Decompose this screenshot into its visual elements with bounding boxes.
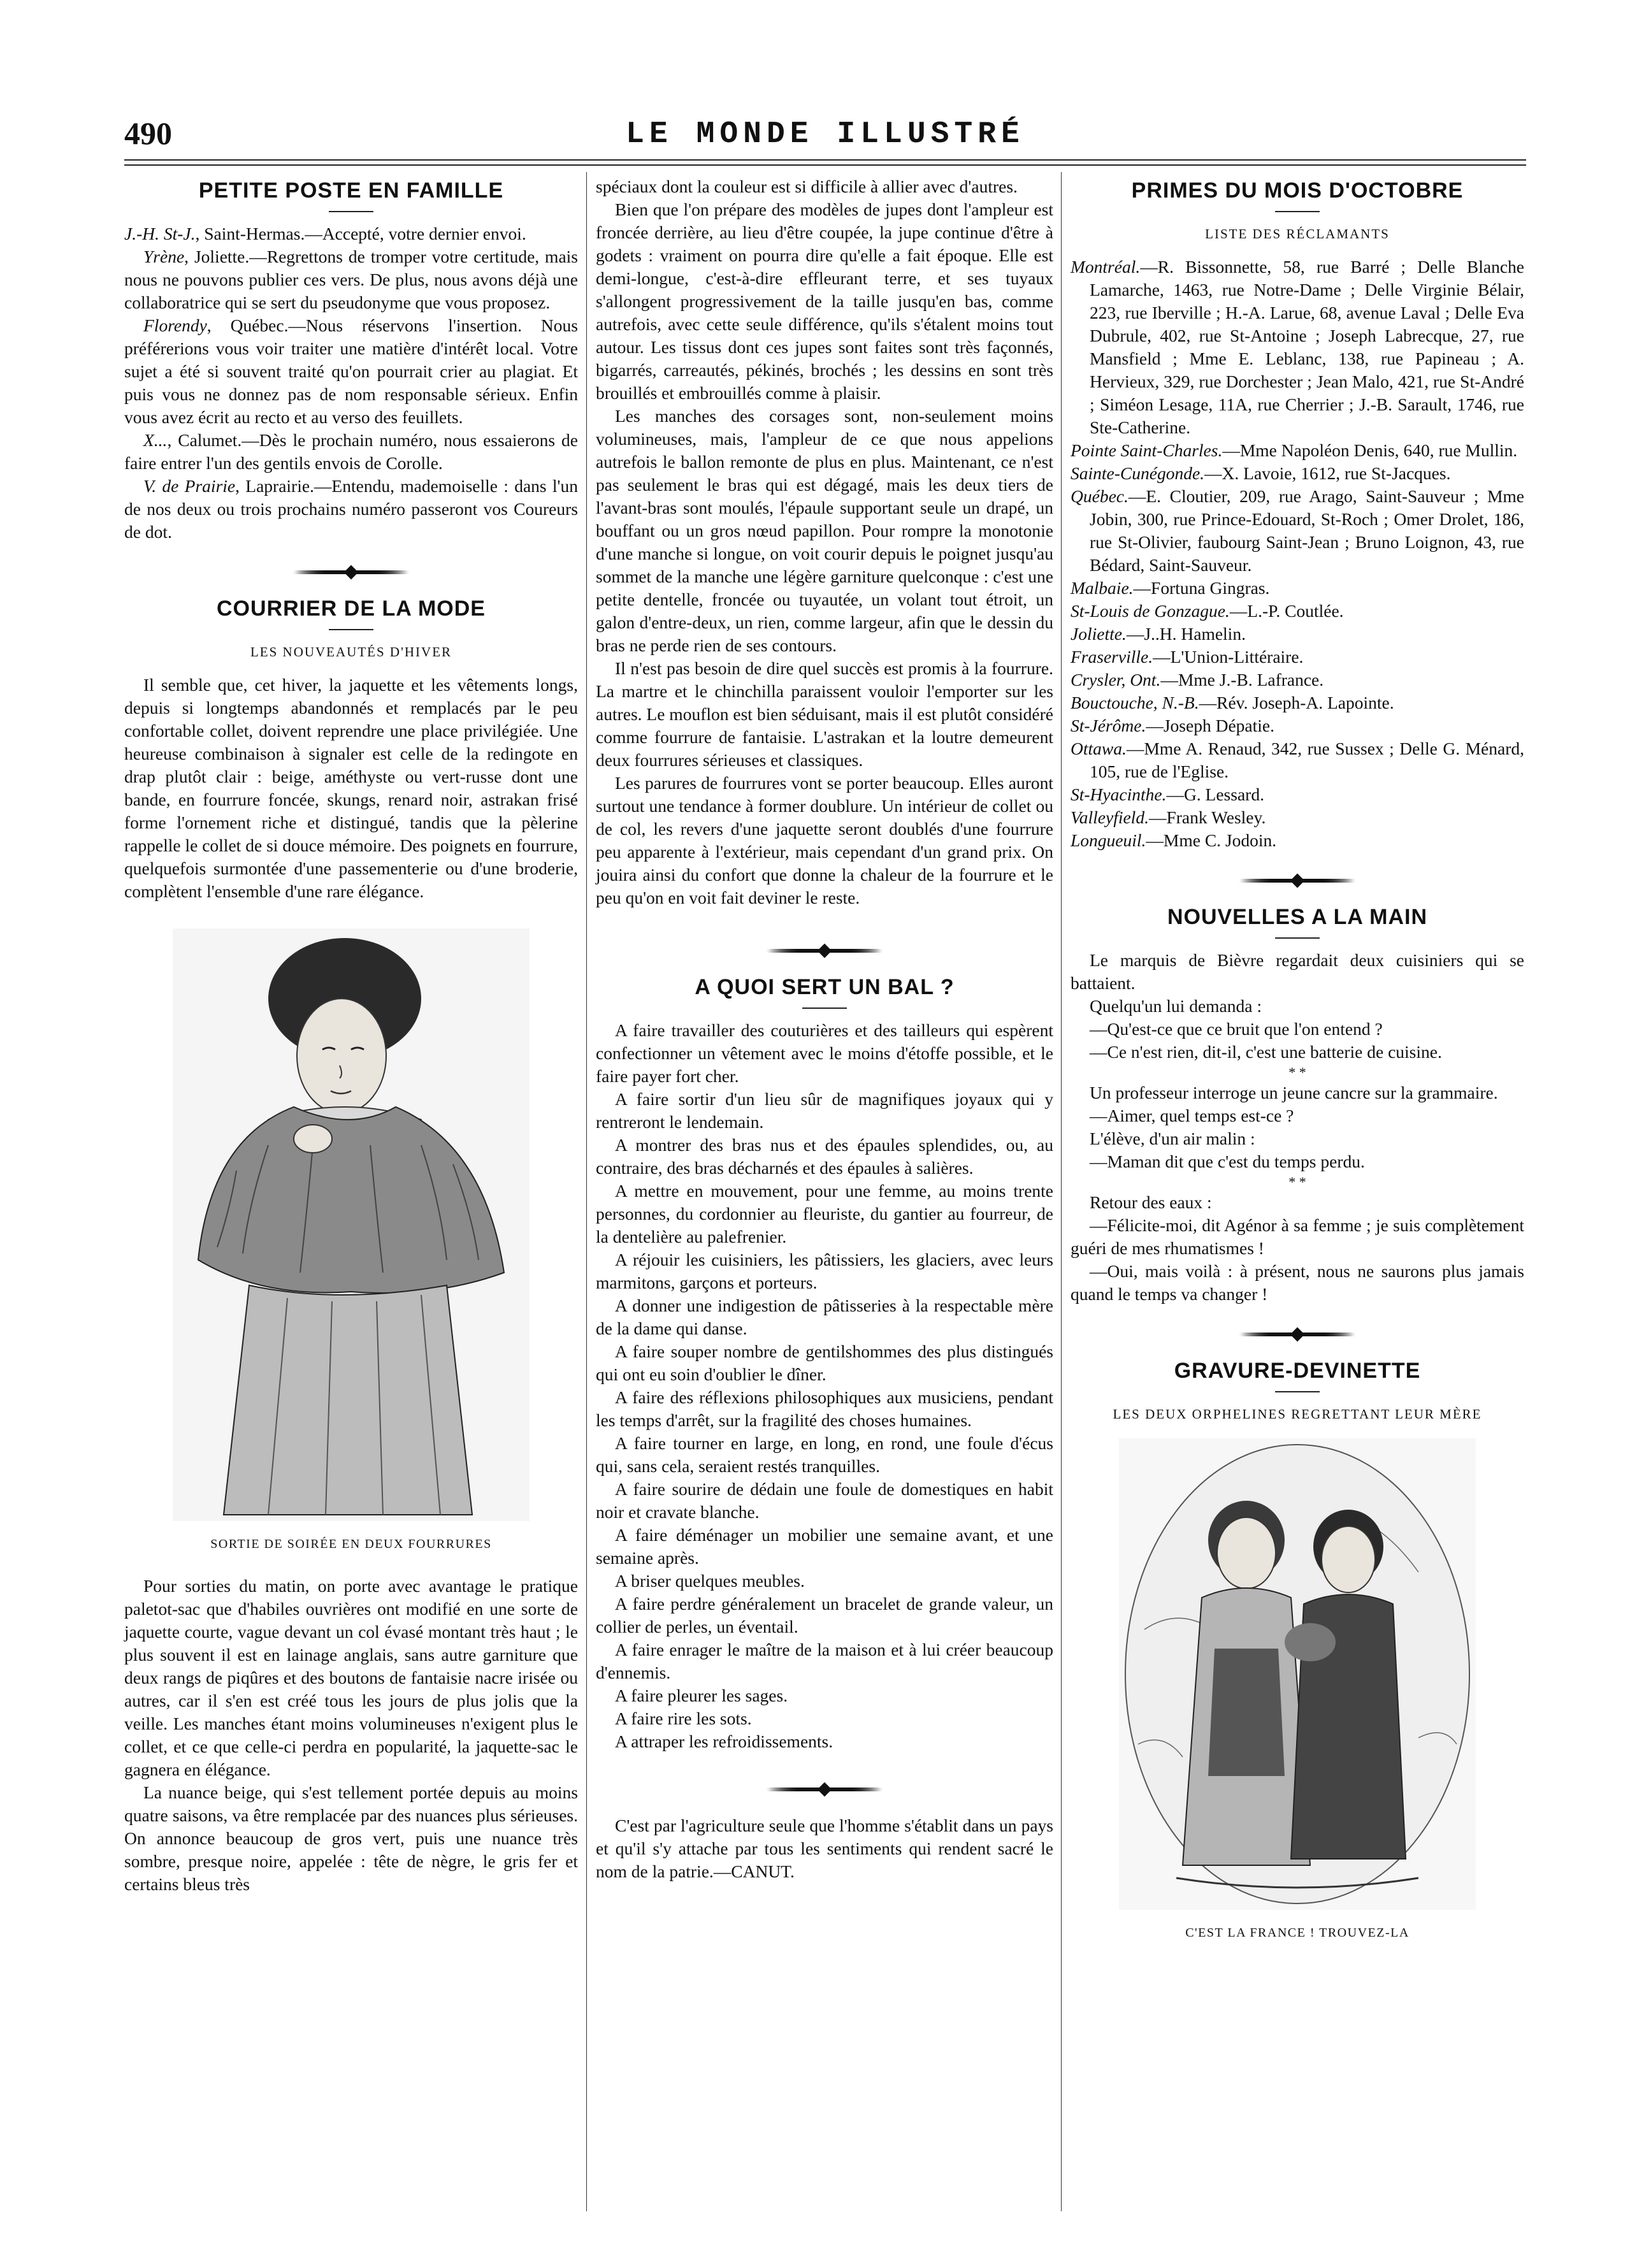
list-item: St-Louis de Gonzague.—L.-P. Coutlée. bbox=[1071, 601, 1344, 621]
courrier-paragraph: La nuance beige, qui s'est tellement portée depuis au moins quatre saisons, va être remplacée par des nuances plus sérieuses. On annonce beaucoup de gros vert, puis une nuance très sombre, presque noire, appelée : tête de nègre, le gris fer et certains bleus très bbox=[124, 1782, 578, 1894]
list-item: Bouctouche, N.-B.—Rév. Joseph-A. Lapointe. bbox=[1071, 693, 1394, 712]
column-1 bbox=[124, 175, 578, 1896]
column-3 bbox=[1071, 175, 1524, 1963]
list-item: St-Jérôme.—Joseph Dépatie. bbox=[1071, 716, 1274, 735]
list-item: Fraserville.—L'Union-Littéraire. bbox=[1071, 647, 1304, 667]
column-divider-1 bbox=[586, 172, 587, 2211]
list-item: Québec.—E. Cloutier, 209, rue Arago, Saint-Sauveur ; Mme Jobin, 300, rue Prince-Edouard, St-Roch ; Omer Drolet, 186, rue St-Olivier, faubourg Saint-Jean ; Bruno Loignon, 43, rue Bédard, Saint-Sauveur. bbox=[1071, 486, 1524, 575]
poste-entry: V. de Prairie, Laprairie.—Entendu, mademoiselle : dans l'un de nos deux ou trois prochains numéro passeront vos Coureurs de dot. bbox=[124, 476, 578, 542]
list-item: A mettre en mouvement, pour une femme, au moins trente personnes, du cordonnier au fleuriste, du gantier au fourreur, de la dentelière au palefrenier. bbox=[596, 1181, 1053, 1246]
list-item: Crysler, Ont.—Mme J.-B. Lafrance. bbox=[1071, 670, 1324, 690]
poste-entry: X..., Calumet.—Dès le prochain numéro, nous essaierons de faire entrer l'un des gentils envois de Corolle. bbox=[124, 430, 578, 473]
page-number: 490 bbox=[124, 115, 172, 151]
list-item: A faire des réflexions philosophiques aux musiciens, pendant les temps d'arrêt, sur la fragilité des choses humaines. bbox=[596, 1387, 1053, 1430]
courrier-paragraph: Il semble que, cet hiver, la jaquette et les vêtements longs, depuis si longtemps abandonnés et remplacés par le peu confortable collet, doivent reprendre une place privilégiée. Une heureuse combinaison à signaler est celle de la redingote en drap plutôt clair : beige, améthyste ou vert-russe dont une bande, en fourrure foncée, skungs, renard noir, astrakan frisé forme l'ornement riche et distingué, tandis que la pèlerine rappelle le collet de si douce mémoire. Des poignets en fourrure, quelquefois surmontée d'une passementerie ou d'une broderie, complètent l'ensemble d'une rare élégance. bbox=[124, 675, 578, 901]
list-item: A donner une indigestion de pâtisseries à la respectable mère de la dame qui danse. bbox=[596, 1296, 1053, 1338]
petite-poste-entries bbox=[124, 222, 578, 544]
list-item: A montrer des bras nus et des épaules splendides, ou, au contraire, des bras décharnés et des épaules à salières. bbox=[596, 1135, 1053, 1178]
header-rule-top bbox=[124, 159, 1526, 161]
primes-subtitle: LISTE DES RÉCLAMANTS bbox=[1205, 226, 1390, 242]
fashion-paragraph: Il n'est pas besoin de dire quel succès est promis à la fourrure. La martre et le chinchilla paraissent vouloir l'emporter sur les autres. Le mouflon est bien séduisant, mais il est plutôt considéré comme fourrure de fantaisie. L'astrakan et la loutre demeurent deux fourrures sérieuses et classiques. bbox=[596, 658, 1053, 770]
poste-entry: J.-H. St-J., Saint-Hermas.—Accepté, votre dernier envoi. bbox=[124, 224, 526, 243]
list-item: A faire sourire de dédain une foule de domestiques en habit noir et cravate blanche. bbox=[596, 1479, 1053, 1522]
list-item: A faire tourner en large, en long, en rond, une foule d'écus qui, sans cela, seraient restés tranquilles. bbox=[596, 1433, 1053, 1476]
list-item: St-Hyacinthe.—G. Lessard. bbox=[1071, 784, 1264, 804]
nouvelles-group-1: Le marquis de Bièvre regardait deux cuisiniers qui se battaient. Quelqu'un lui demanda : —Qu'est-ce que ce bruit que l'on entend ? —Ce n'est rien, dit-il, c'est une batterie de cuisine. bbox=[1071, 950, 1524, 1062]
masthead: LE MONDE ILLUSTRÉ bbox=[626, 117, 1025, 152]
title-rule bbox=[1275, 211, 1320, 212]
nouvelles-title: NOUVELLES A LA MAIN bbox=[1167, 905, 1428, 929]
gravure-caption: C'EST LA FRANCE ! TROUVEZ-LA bbox=[1185, 1926, 1410, 1940]
list-item: A faire souper nombre de gentilshommes des plus distingués qui ont eu soin d'oublier le dîner. bbox=[596, 1341, 1053, 1384]
list-item: A briser quelques meubles. bbox=[615, 1571, 805, 1591]
fashion-paragraph: Les parures de fourrures vont se porter beaucoup. Elles auront surtout une tendance à former doublure. Un intérieur de collet ou de col, les revers d'une jaquette seront doublés d'une fourrure peu apparente à l'extérieur, mais cependant d'un grand prix. On jouira ainsi du confort que donne la chaleur de la fourrure et le peu qu'on en voit fait deviner le reste. bbox=[596, 773, 1053, 907]
list-item: Valleyfield.—Frank Wesley. bbox=[1071, 807, 1266, 827]
list-item: A faire perdre généralement un bracelet de grande valeur, un collier de perles, un éventail. bbox=[596, 1594, 1053, 1636]
poste-entry: Yrène, Joliette.—Regrettons de tromper votre certitude, mais nous ne pouvons publier ces vers. De plus, nous avons déjà une collaboratrice qui se sert du pseudonyme que vous proposez. bbox=[124, 247, 578, 312]
fashion-caption: SORTIE DE SOIRÉE EN DEUX FOURRURES bbox=[210, 1537, 492, 1551]
list-item: Joliette.—J..H. Hamelin. bbox=[1071, 624, 1246, 644]
list-item: A faire sortir d'un lieu sûr de magnifiques joyaux qui y rentreront le lendemain. bbox=[596, 1089, 1053, 1132]
ornament-divider bbox=[1071, 867, 1524, 890]
ornament-divider bbox=[124, 559, 578, 582]
fashion-paragraph: spéciaux dont la couleur est si difficile à allier avec d'autres. bbox=[596, 177, 1018, 196]
list-item: Pointe Saint-Charles.—Mme Napoléon Denis, 640, rue Mullin. bbox=[1071, 440, 1518, 460]
column-divider-2 bbox=[1061, 172, 1062, 2211]
ornament-divider bbox=[596, 937, 1053, 960]
list-item: A réjouir les cuisiniers, les pâtissiers, les glaciers, avec leurs marmitons, garçons et porteurs. bbox=[596, 1250, 1053, 1292]
stars-separator: * * bbox=[1288, 1174, 1306, 1190]
courrier-title: COURRIER DE LA MODE bbox=[217, 596, 486, 621]
gravure-title: GRAVURE-DEVINETTE bbox=[1174, 1359, 1421, 1383]
title-rule bbox=[1275, 1391, 1320, 1392]
fashion-illustration bbox=[173, 928, 530, 1521]
puzzle-engraving bbox=[1119, 1438, 1476, 1910]
fashion-paragraph: Les manches des corsages sont, non-seulement moins volumineuses, mais, l'ampleur de ce que nous appelions autrefois le ballon remonte de plus en plus. Maintenant, ce n'est pas seulement le bras qui est dégagé, mais les deux tiers de l'avant-bras sont moulés, l'épaule supportant seule un drapé, un bouffant ou un gros nœud papillon. Pour rompre la monotonie d'une manche si longue, on voit courir depuis le poignet jusqu'au sommet de la manche une légère garniture quelconque : c'est une petite dentelle, froncée ou tuyautée, un volant tout étroit, un galon d'entre-deux, un rien, comme largeur, afin que le dessin du bras ne perde rien de ses contours. bbox=[596, 406, 1053, 655]
title-rule bbox=[329, 211, 373, 212]
list-item: Montréal.—R. Bissonnette, 58, rue Barré ; Delle Blanche Lamarche, 1463, rue Notre-Dame ; Delle Virginie Bélair, 223, rue Iberville ; H.-A. Larue, 68, avenue Laval ; Delle Eva Dubrule, 402, rue St-Antoine ; Joseph Labrecque, 27, rue Mansfield ; Mme E. Leblanc, 138, rue Papineau ; A. Hervieux, 329, rue Dorchester ; Jean Malo, 421, rue St-André ; Siméon Lesage, 11A, rue Cherrier ; J.-B. Sarault, 1746, rue Ste-Catherine. bbox=[1071, 257, 1524, 437]
petite-poste-title: PETITE POSTE EN FAMILLE bbox=[198, 178, 504, 203]
title-rule bbox=[329, 629, 373, 630]
list-item: A faire pleurer les sages. bbox=[615, 1686, 788, 1705]
list-item: A faire enrager le maître de la maison et à lui créer beaucoup d'ennemis. bbox=[596, 1640, 1053, 1682]
nouvelles-group-2: Un professeur interroge un jeune cancre sur la grammaire. —Aimer, quel temps est-ce ? L'élève, d'un air malin : —Maman dit que c'est du temps perdu. bbox=[1090, 1083, 1498, 1171]
header-rule-bottom bbox=[124, 164, 1526, 166]
list-item: Sainte-Cunégonde.—X. Lavoie, 1612, rue St-Jacques. bbox=[1071, 463, 1451, 483]
courrier-subtitle: LES NOUVEAUTÉS D'HIVER bbox=[250, 644, 452, 660]
title-rule bbox=[802, 1008, 847, 1009]
list-item: A faire déménager un mobilier une semaine avant, et une semaine après. bbox=[596, 1525, 1053, 1568]
gravure-subtitle: LES DEUX ORPHELINES REGRETTANT LEUR MÈRE bbox=[1113, 1406, 1482, 1422]
bal-title: A QUOI SERT UN BAL ? bbox=[695, 975, 955, 999]
ornament-divider bbox=[596, 1776, 1053, 1799]
column-2 bbox=[596, 175, 1053, 1883]
list-item: Longueuil.—Mme C. Jodoin. bbox=[1071, 830, 1277, 850]
fashion-paragraph: Bien que l'on prépare des modèles de jupes dont l'ampleur est froncée derrière, au lieu d'être coupée, la jupe continue d'être à godets : vraiment on pourra dire qu'elle a fait époque. Elle est demi-longue, c'est-à-dire effleurant terre, et ses tuyaux s'allongent progressivement de la taille jusqu'en bas, comme autrefois, avec cette seule différence, qu'ils s'étalent moins tout autour. Les tissus dont ces jupes sont faites sont très façonnés, bigarrés, carreautés, pékinés, brochés ; les dessins en sont très brouillés et embrouillés comme à plaisir. bbox=[596, 199, 1053, 403]
nouvelles-group-3: Retour des eaux : —Félicite-moi, dit Agénor à sa femme ; je suis complètement guéri de mes rhumatismes ! —Oui, mais voilà : à présent, nous ne saurons plus jamais quand le temps va changer ! bbox=[1071, 1192, 1524, 1304]
list-item: Malbaie.—Fortuna Gingras. bbox=[1071, 578, 1270, 598]
page-header bbox=[124, 115, 1526, 159]
list-item: A faire rire les sots. bbox=[615, 1708, 752, 1728]
title-rule bbox=[1275, 937, 1320, 939]
ornament-divider bbox=[1071, 1321, 1524, 1344]
list-item: A faire travailler des couturières et des tailleurs qui espèrent confectionner un vêtement avec le moins d'étoffe possible, et le faire payer fort cher. bbox=[596, 1020, 1053, 1086]
stars-separator: * * bbox=[1288, 1064, 1306, 1080]
primes-list bbox=[1071, 256, 1524, 852]
courrier-paragraph: Pour sorties du matin, on porte avec avantage le pratique paletot-sac que d'habiles ouvrières ont modifié en une sorte de jaquette courte, vague devant un col évasé montant très haut ; le plus souvent il est en lainage anglais, sans autre garniture que deux rangs de piqûres et des boutons de fantaisie nacre irisée ou autres, car il s'en est créé tous les jours de plus jolis que la veille. Les manches étant moins volumineuses n'exigent plus le collet, et ce que celle-ci perdra en popularité, la jaquette-sac le gagnera en élégance. bbox=[124, 1576, 578, 1779]
list-item: Ottawa.—Mme A. Renaud, 342, rue Sussex ; Delle G. Ménard, 105, rue de l'Eglise. bbox=[1071, 739, 1524, 781]
primes-title: PRIMES DU MOIS D'OCTOBRE bbox=[1131, 178, 1464, 203]
bal-list bbox=[596, 1019, 1053, 1753]
poste-entry: Florendy, Québec.—Nous réservons l'insertion. Nous préférerions vous voir traiter une matière d'intérêt local. Votre sujet a été si souvent traité qu'on pourrait crier au plagiat. Et puis vous ne donnez pas de nom responsable sérieux. Enfin vous avez écrit au recto et au verso des feuillets. bbox=[124, 315, 578, 427]
agriculture-quote: C'est par l'agriculture seule que l'homme s'établit dans un pays et qu'il s'y attache par tous les sentiments qui rendent sacré le nom de la patrie.—CANUT. bbox=[596, 1816, 1053, 1881]
list-item: A attraper les refroidissements. bbox=[615, 1731, 833, 1751]
